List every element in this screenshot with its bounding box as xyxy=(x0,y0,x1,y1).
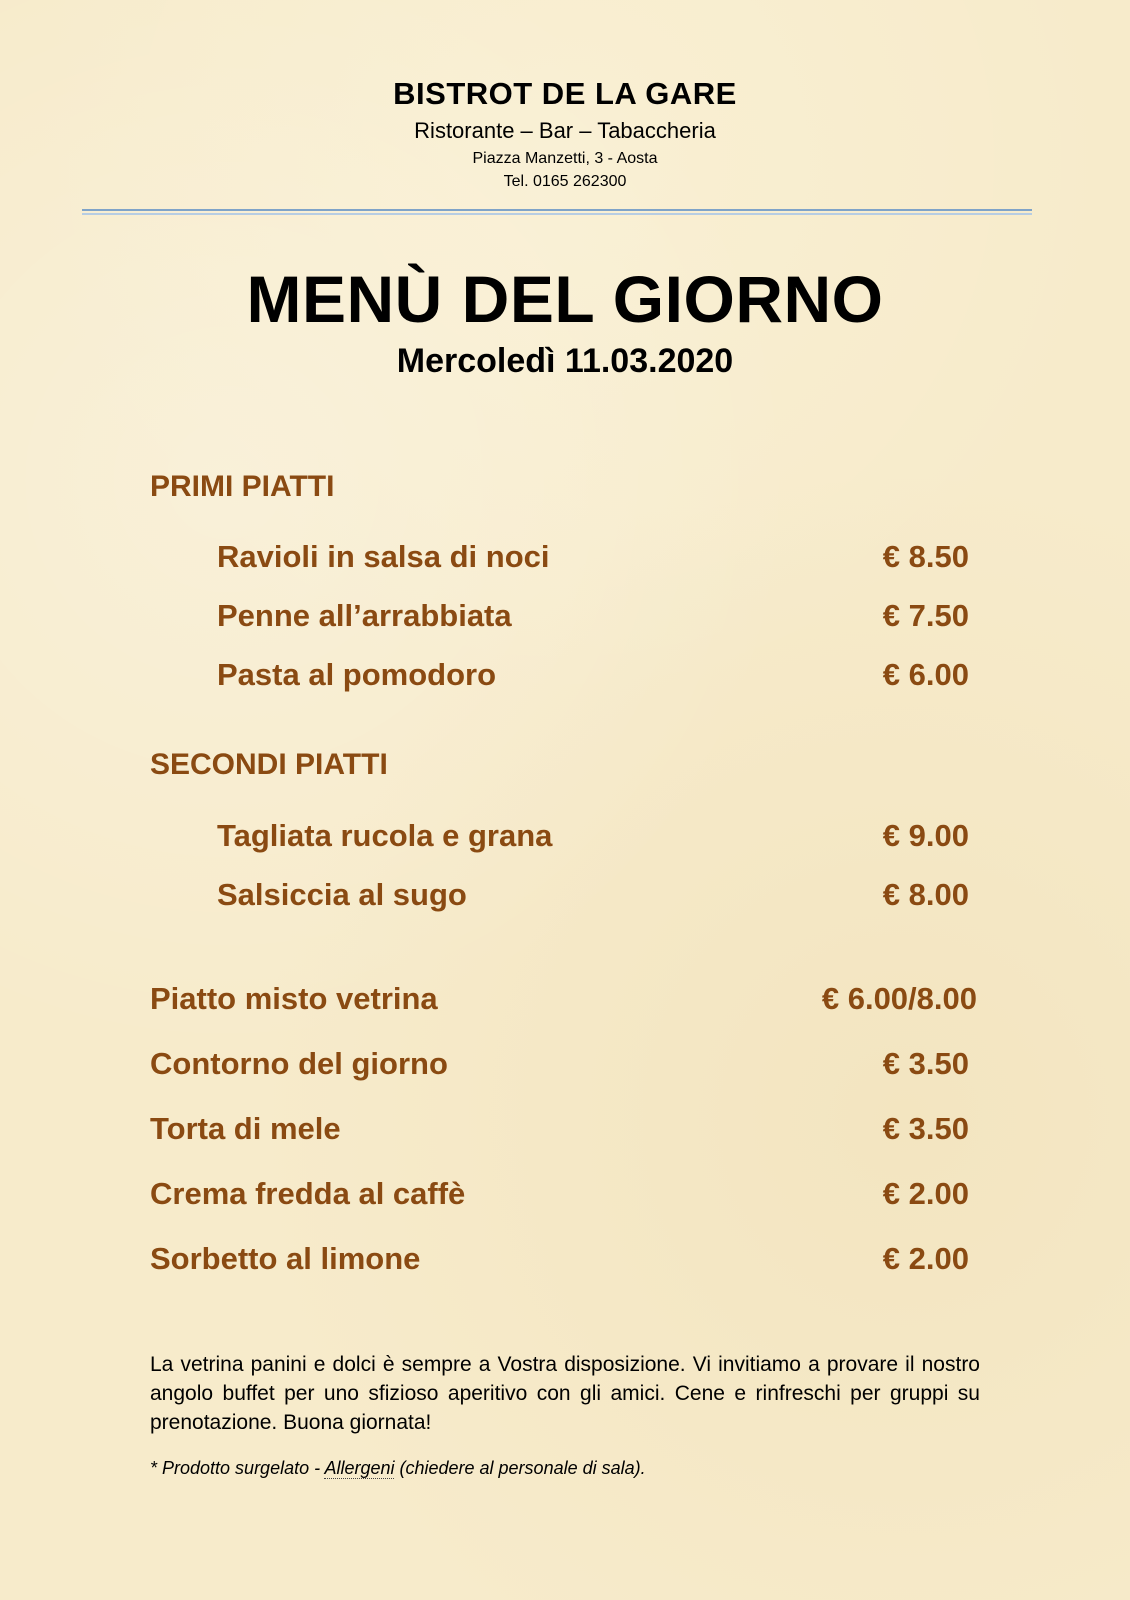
menu-item-price: € 7.50 xyxy=(882,598,969,633)
allergeni-hint: (chiedere al personale di sala). xyxy=(394,1458,646,1478)
footer-note xyxy=(150,1458,646,1479)
menu-item-name: Penne all’arrabbiata xyxy=(217,598,512,633)
frozen-note: * Prodotto surgelato - xyxy=(150,1458,325,1478)
menu-item-price: € 8.50 xyxy=(882,539,969,574)
restaurant-subtitle: Ristorante – Bar – Tabaccheria xyxy=(414,118,716,143)
menu-title: MENÙ DEL GIORNO xyxy=(246,262,884,336)
menu-item-name: Crema fredda al caffè xyxy=(150,1176,466,1211)
menu-item-name: Sorbetto al limone xyxy=(150,1241,421,1276)
menu-item-price: € 6.00 xyxy=(882,657,969,692)
menu-item-price: € 9.00 xyxy=(882,818,969,853)
menu-item-name: Tagliata rucola e grana xyxy=(217,818,553,853)
menu-item-price: € 3.50 xyxy=(882,1111,969,1146)
menu-item-name: Contorno del giorno xyxy=(150,1046,448,1081)
menu-item-price: € 2.00 xyxy=(882,1176,969,1211)
restaurant-address: Piazza Manzetti, 3 - Aosta xyxy=(472,150,658,167)
header-divider xyxy=(82,209,1032,215)
section-heading-secondi: SECONDI PIATTI xyxy=(150,748,388,781)
menu-item-name: Salsiccia al sugo xyxy=(217,877,467,912)
menu-date: Mercoledì 11.03.2020 xyxy=(396,342,734,380)
menu-item-price: € 3.50 xyxy=(882,1046,969,1081)
menu-item-price: € 6.00/8.00 xyxy=(821,981,977,1016)
allergeni-label: Allergeni xyxy=(324,1458,395,1478)
menu-item-name: Ravioli in salsa di noci xyxy=(217,539,550,574)
info-note: La vetrina panini e dolci è sempre a Vostra disposizione. Vi invitiamo a provare il nostro angolo buffet per uno sfizioso aperitivo con gli amici. Cene e rinfreschi per gruppi su prenotazione. Buona giornata! xyxy=(150,1353,980,1434)
menu-item-name: Pasta al pomodoro xyxy=(217,657,497,692)
restaurant-phone: Tel. 0165 262300 xyxy=(503,173,627,190)
restaurant-name: BISTROT DE LA GARE xyxy=(393,76,737,111)
menu-item-price: € 2.00 xyxy=(882,1241,969,1276)
menu-item-name: Torta di mele xyxy=(150,1111,341,1146)
section-heading-primi: PRIMI PIATTI xyxy=(150,470,335,503)
menu-item-name: Piatto misto vetrina xyxy=(150,981,438,1016)
menu-item-price: € 8.00 xyxy=(882,877,969,912)
